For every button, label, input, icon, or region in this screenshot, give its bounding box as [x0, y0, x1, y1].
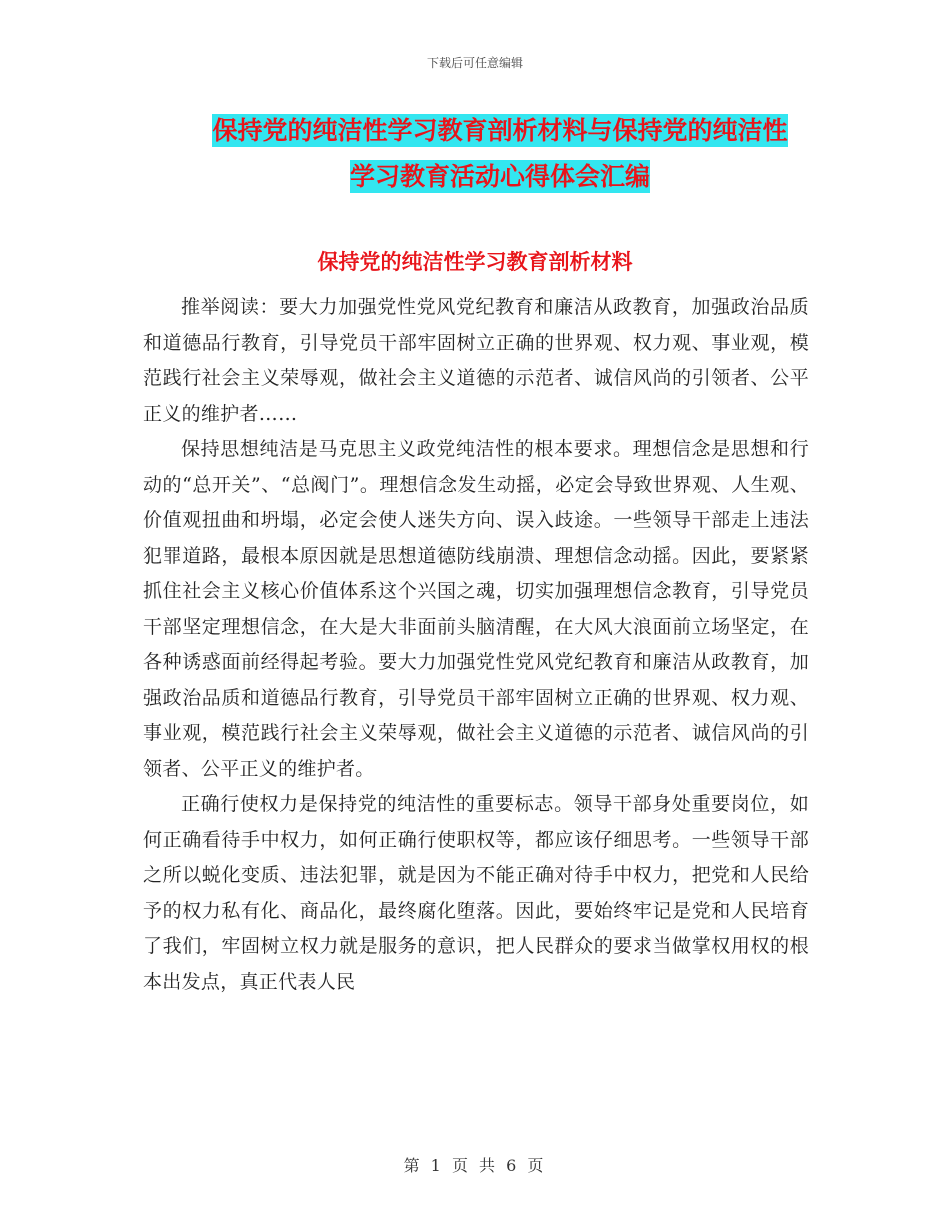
document-title: [130, 108, 870, 200]
page-number-footer: 第 1 页 共 6 页: [403, 1156, 547, 1175]
paragraph-1: 推举阅读：要大力加强党性党风党纪教育和廉洁从政教育，加强政治品质和道德品行教育，引导党员干部牢固树立正确的世界观、权力观、事业观，模范践行社会主义荣辱观，做社会主义道德的示范者、诚信风尚的引领者、公平正义的维护者……: [143, 296, 809, 425]
document-title-line-1: 保持党的纯洁性学习教育剖析材料与保持党的纯洁性: [212, 116, 788, 145]
paragraph-3: 正确行使权力是保持党的纯洁性的重要标志。领导干部身处重要岗位，如何正确看待手中权力，如何正确行使职权等，都应该仔细思考。一些领导干部之所以蜕化变质、违法犯罪，就是因为不能正确对待手中权力，把党和人民给予的权力私有化、商品化，最终腐化堕落。因此，要始终牢记是党和人民培育了我们，牢固树立权力就是服务的意识，把人民群众的要求当做掌权用权的根本出发点，真正代表人民: [143, 793, 809, 993]
section-title: 保持党的纯洁性学习教育剖析材料: [317, 250, 633, 274]
paragraph-2: 保持思想纯洁是马克思主义政党纯洁性的根本要求。理想信念是思想和行动的“总开关”、“总阀门”。理想信念发生动摇，必定会导致世界观、人生观、价值观扭曲和坍塌，必定会使人迷失方向、误入歧途。一些领导干部走上违法犯罪道路，最根本原因就是思想道德防线崩溃、理想信念动摇。因此，要紧紧抓住社会主义核心价值体系这个兴国之魂，切实加强理想信念教育，引导党员干部坚定理想信念，在大是大非面前头脑清醒，在大风大浪面前立场坚定，在各种诱惑面前经得起考验。要大力加强党性党风党纪教育和廉洁从政教育，加强政治品质和道德品行教育，引导党员干部牢固树立正确的世界观、权力观、事业观，模范践行社会主义荣辱观，做社会主义道德的示范者、诚信风尚的引领者、公平正义的维护者。: [143, 438, 809, 780]
header-note: 下载后可任意编辑: [426, 56, 523, 70]
document-body: [143, 290, 809, 1000]
document-title-line-2: 学习教育活动心得体会汇编: [349, 162, 650, 191]
